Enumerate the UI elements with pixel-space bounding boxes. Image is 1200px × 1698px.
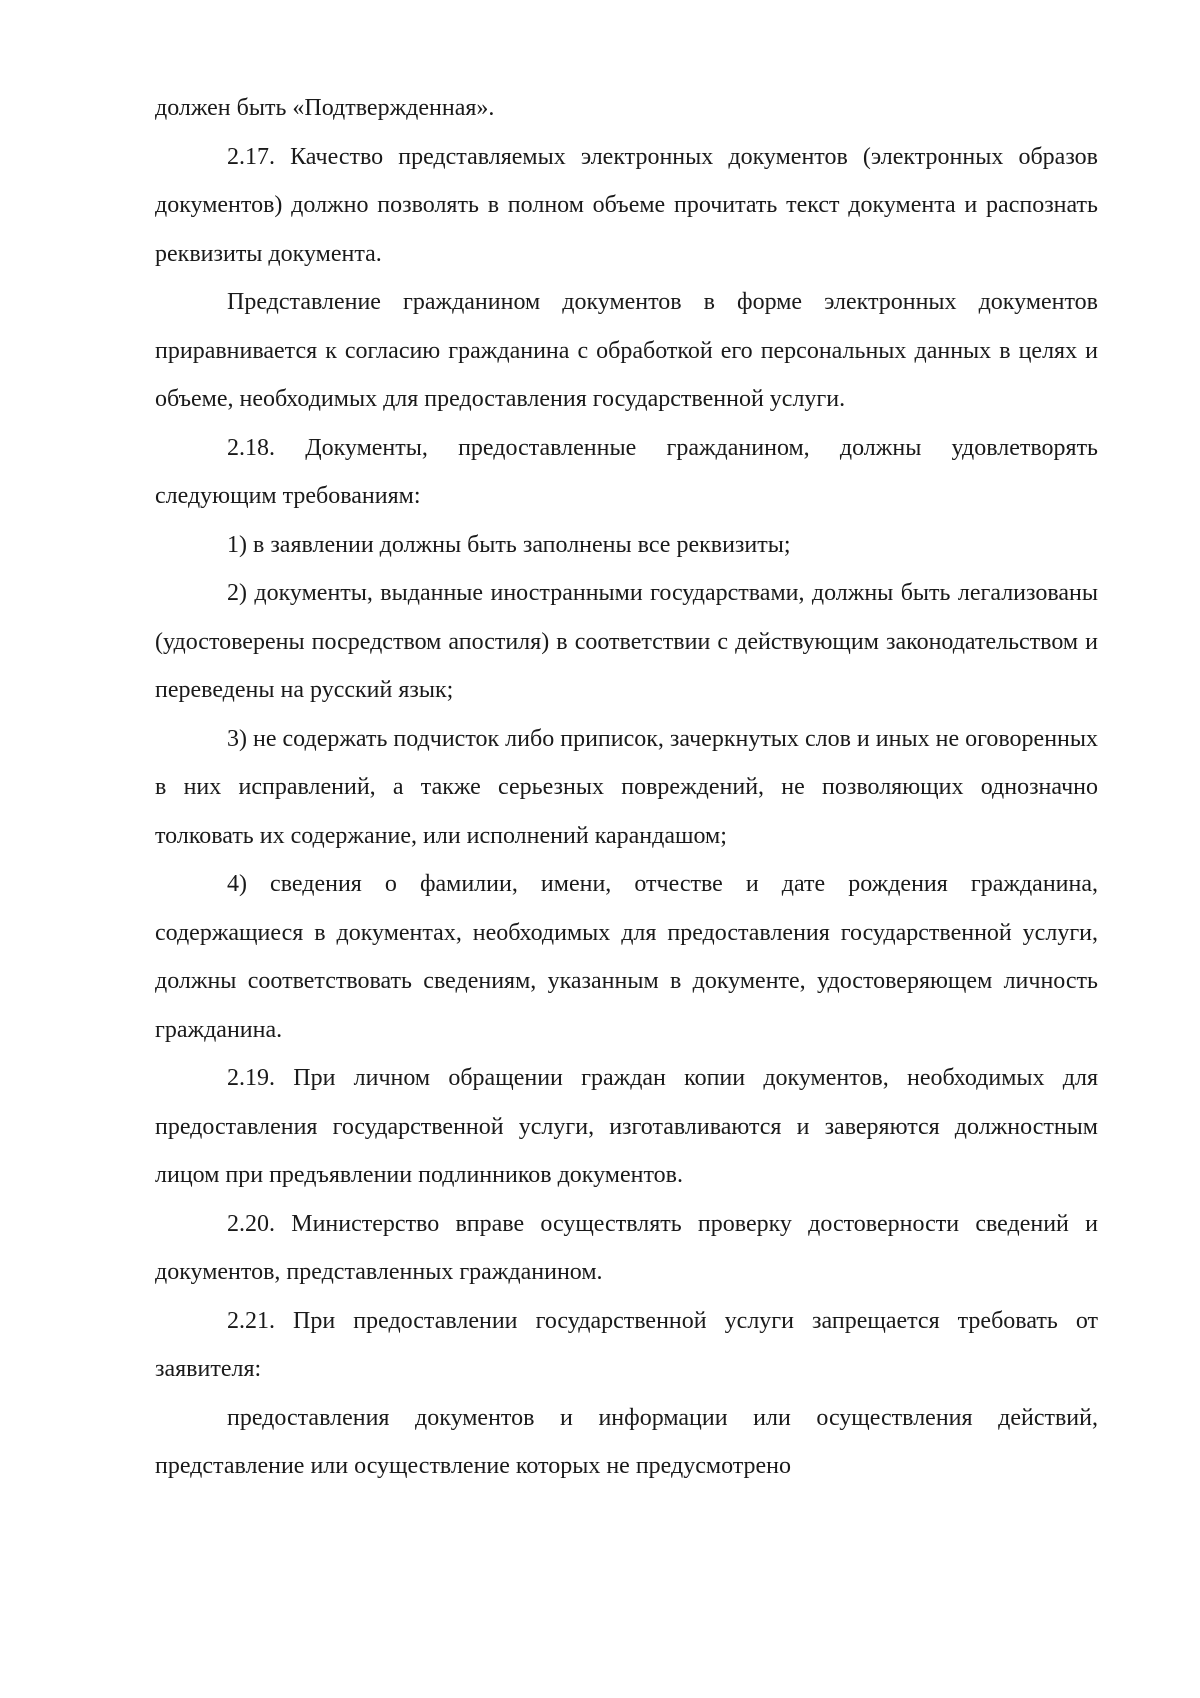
- list-item-3: 3) не содержать подчисток либо приписок, зачеркнутых слов и иных не оговоренных в них исправлений, а также серьезных повреждений, не позволяющих однозначно толковать их содержание, или исполнений карандашом;: [155, 725, 1098, 849]
- paragraph-2-18: 2.18. Документы, предоставленные гражданином, должны удовлетворять следующим требованиям:: [155, 434, 1098, 509]
- paragraph-continuation: должен быть «Подтвержденная».: [155, 95, 495, 121]
- paragraph-requirements-start: предоставления документов и информации или осуществления действий, представление или осуществление которых не предусмотрено: [155, 1404, 1098, 1479]
- list-item-1: 1) в заявлении должны быть заполнены все реквизиты;: [227, 531, 791, 558]
- list-item-2: 2) документы, выданные иностранными государствами, должны быть легализованы (удостоверены посредством апостиля) в соответствии с действующим законодательством и переведены на русский язык;: [155, 580, 1098, 703]
- paragraph-2-17: 2.17. Качество представляемых электронных документов (электронных образов документов) должно позволять в полном объеме прочитать текст документа и распознать реквизиты документа.: [155, 143, 1098, 267]
- paragraph-electronic-consent: Представление гражданином документов в форме электронных документов приравнивается к согласию гражданина с обработкой его персональных данных в целях и объеме, необходимых для предоставления государственной услуги.: [155, 289, 1098, 412]
- paragraph-2-21: 2.21. При предоставлении государственной услуги запрещается требовать от заявителя:: [155, 1307, 1098, 1382]
- list-item-4: 4) сведения о фамилии, имени, отчестве и дате рождения гражданина, содержащиеся в документах, необходимых для предоставления государственной услуги, должны соответствовать сведениям, указанным в документе, удостоверяющем личность гражданина.: [155, 871, 1098, 1043]
- paragraph-2-19: 2.19. При личном обращении граждан копии документов, необходимых для предоставления государственной услуги, изготавливаются и заверяются должностным лицом при предъявлении подлинников документов.: [155, 1065, 1098, 1188]
- document-body: [155, 84, 1098, 1491]
- paragraph-2-20: 2.20. Министерство вправе осуществлять проверку достоверности сведений и документов, представленных гражданином.: [155, 1210, 1098, 1285]
